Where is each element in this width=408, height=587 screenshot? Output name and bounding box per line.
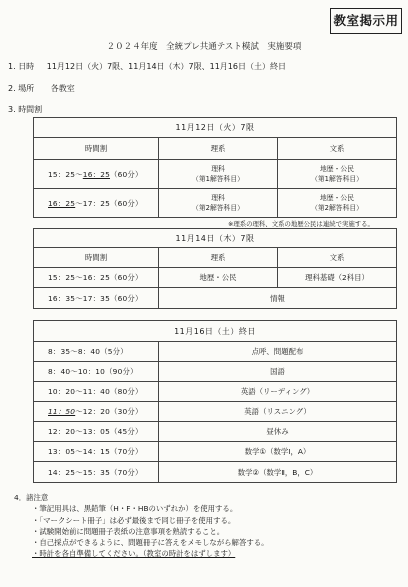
table-date-header: 11月14日（木）7限 [34,229,397,248]
table-row [34,189,397,218]
subject-detail: （第1解答科目） [311,175,363,183]
time-cell [34,160,159,189]
subject-cell: 英語（リスニング） [159,402,397,422]
subject-detail: （第2解答科目） [311,204,363,212]
science-cell [159,189,278,218]
subject-cell: 英語（リーディング） [159,382,397,402]
table-date-header: 11月12日（火）7限 [34,118,397,138]
time-cell: 13：05〜14：15（70分） [34,442,159,462]
timetable-nov14 [33,228,397,309]
notes-heading: 4．諸注意 [14,493,49,502]
table-row [34,268,397,288]
timetable-nov16 [33,320,397,483]
time-cell: 14：25〜15：35（70分） [34,462,159,483]
science-cell: 地歴・公民 [159,268,278,288]
section-label: 時間割 [18,105,43,114]
time-start-handwritten: 11：50 [48,407,76,416]
time-cell: 8：40〜10：10（90分） [34,362,159,382]
subject: 地歴・公民 [320,194,354,202]
table-row [34,442,397,462]
table-note: ※理系の理科、文系の地歴公民は連続で実施する。 [228,220,374,228]
time-start: 15：25〜 [48,169,83,179]
science-cell [159,160,278,189]
note-item: ・試験開始前に問題冊子表紙の注意事項を熟読すること。 [32,526,225,536]
note-item-underlined: ・時計を各自準備してください。（教室の時計をはずします） [32,549,236,559]
humanities-cell [278,160,397,189]
timetable-nov12 [33,117,397,218]
subject-cell: 数学①（数学Ⅰ，A） [159,442,397,462]
notes-section [14,492,269,560]
table-row [34,462,397,483]
table-row [34,422,397,442]
time-cell: 15：25〜16：25（60分） [34,268,159,288]
subject-detail: （第2解答科目） [192,204,244,212]
both-streams-cell: 情報 [159,288,397,309]
section-label: 日時 [18,62,35,71]
time-end: 〜17：25（60分） [75,198,143,208]
subject-cell: 点呼、問題配布 [159,342,397,362]
time-end-underlined: 16：25 [82,169,110,179]
section-number: 2. [8,84,16,93]
time-end: 〜12：20（30分） [75,407,143,416]
subject: 理科 [211,165,225,173]
subject-cell: 昼休み [159,422,397,442]
table-row [34,362,397,382]
section-label: 場所 [18,84,35,93]
column-header-humanities: 文系 [278,138,397,160]
page-title: ２０２４年度 全統プレ共通テスト模試 実施要項 [106,42,302,52]
time-duration: （60分） [110,169,143,179]
time-cell: 8：35〜8：40（5分） [34,342,159,362]
note-item: ・筆記用具は、黒鉛筆（H・F・HBのいずれか）を使用する。 [32,504,238,514]
section-place [8,83,75,94]
table-date-header: 11月16日（土）終日 [34,321,397,342]
column-header-time: 時間割 [34,248,159,268]
table-row [34,342,397,362]
time-cell [34,189,159,218]
humanities-cell: 理科基礎（2科目） [278,268,397,288]
time-cell: 16：35〜17：35（60分） [34,288,159,309]
subject: 地歴・公民 [320,165,354,173]
subject-cell: 数学②（数学Ⅱ，B，C） [159,462,397,483]
subject-cell: 国語 [159,362,397,382]
column-header-science: 理系 [159,248,278,268]
note-item: ・「マークシート冊子」は必ず最後まで同じ冊子を使用する。 [32,515,236,525]
column-header-time: 時間割 [34,138,159,160]
humanities-cell [278,189,397,218]
table-row [34,160,397,189]
table-row [34,288,397,309]
table-row [34,382,397,402]
section-date [8,61,286,72]
place-value: 各教室 [50,84,75,93]
classroom-posting-stamp: 教室掲示用 [330,8,402,34]
note-item: ・自己採点ができるように、問題冊子に答えをメモしながら解答する。 [32,538,269,548]
column-header-science: 理系 [159,138,278,160]
time-start-underlined: 16：25 [48,198,76,208]
section-timetable [8,104,42,115]
column-header-humanities: 文系 [278,248,397,268]
time-cell [34,402,159,422]
date-value: 11月12日（火）7限、11月14日（木）7限、11月16日（土）終日 [46,62,286,71]
section-number: 3. [8,105,16,114]
table-row [34,402,397,422]
time-cell: 12：20〜13：05（45分） [34,422,159,442]
subject: 理科 [211,194,225,202]
subject-detail: （第1解答科目） [192,175,244,183]
time-cell: 10：20〜11：40（80分） [34,382,159,402]
section-number: 1. [8,62,16,71]
